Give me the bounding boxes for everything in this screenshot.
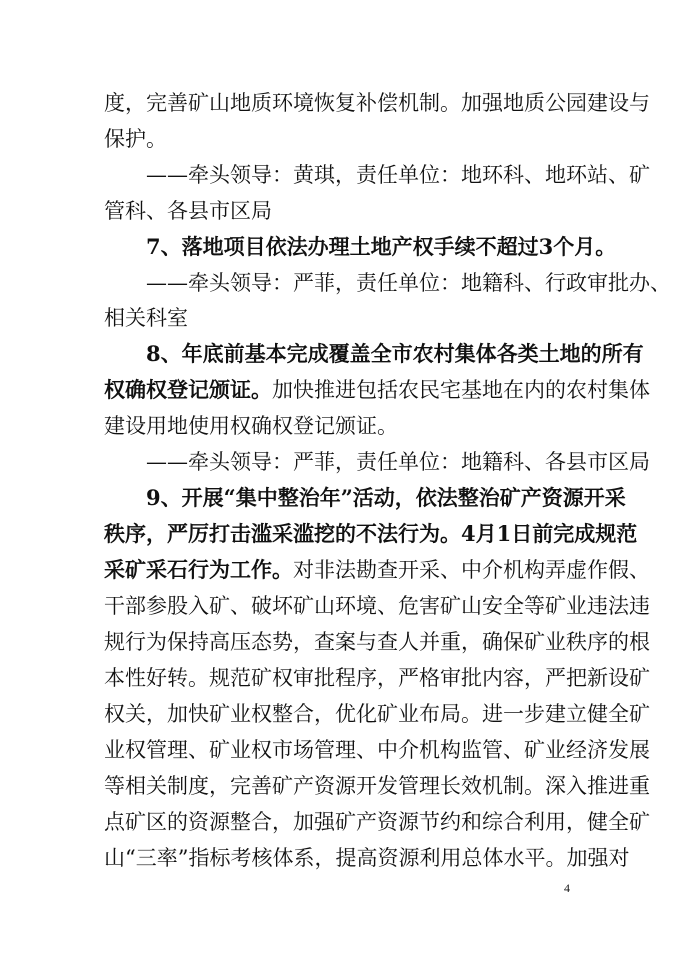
normal-segment: 对非法勘查开采、中介机构弄虚作假、 — [293, 558, 650, 582]
text-line: 等相关制度，完善矿产资源开发管理长效机制。深入推进重 — [104, 774, 650, 798]
text-line: 相关科室 — [104, 306, 188, 330]
mixed-line — [104, 375, 650, 405]
responsibility-line: ——牵头领导：严菲，责任单位：地籍科、各县市区局 — [146, 450, 650, 474]
item-heading-7: 7、落地项目依法办理土地产权手续不超过3个月。 — [146, 234, 617, 259]
text-line: 规行为保持高压态势，查案与查人并重，确保矿业秩序的根 — [104, 630, 650, 654]
text-line: 点矿区的资源整合，加强矿产资源节约和综合利用，健全矿 — [104, 810, 650, 834]
bold-segment: 权确权登记颁证。 — [104, 377, 272, 402]
bold-segment: 采矿采石行为工作。 — [104, 557, 293, 582]
text-line: 山“三率”指标考核体系，提高资源利用总体水平。加强对 — [104, 846, 630, 870]
text-line: 保护。 — [104, 127, 167, 151]
text-line: 本性好转。规范矿权审批程序，严格审批内容，严把新设矿 — [104, 666, 650, 690]
text-line: 干部参股入矿、破坏矿山环境、危害矿山安全等矿业违法违 — [104, 594, 650, 618]
normal-segment: 加快推进包括农民宅基地在内的农村集体 — [272, 378, 650, 402]
text-line: 权关，加快矿业权整合，优化矿业布局。进一步建立健全矿 — [104, 702, 650, 726]
text-line: 建设用地使用权确权登记颁证。 — [104, 414, 398, 438]
bold-line: 秩序，严厉打击滥采滥挖的不法行为。4月1日前完成规范 — [104, 521, 638, 546]
mixed-line — [104, 555, 650, 585]
text-line: 度，完善矿山地质环境恢复补偿机制。加强地质公园建设与 — [104, 91, 650, 115]
responsibility-line: ——牵头领导：严菲，责任单位：地籍科、行政审批办、 — [146, 271, 671, 295]
text-line: 管科、各县市区局 — [104, 199, 272, 223]
page-number: 4 — [564, 881, 570, 895]
item-heading-9: 9、开展“集中整治年”活动，依法整治矿产资源开采 — [146, 485, 626, 510]
item-heading-8: 8、年底前基本完成覆盖全市农村集体各类土地的所有 — [146, 341, 644, 366]
text-line: 业权管理、矿业权市场管理、中介机构监管、矿业经济发展 — [104, 738, 650, 762]
responsibility-line: ——牵头领导：黄琪，责任单位：地环科、地环站、矿 — [146, 163, 650, 187]
